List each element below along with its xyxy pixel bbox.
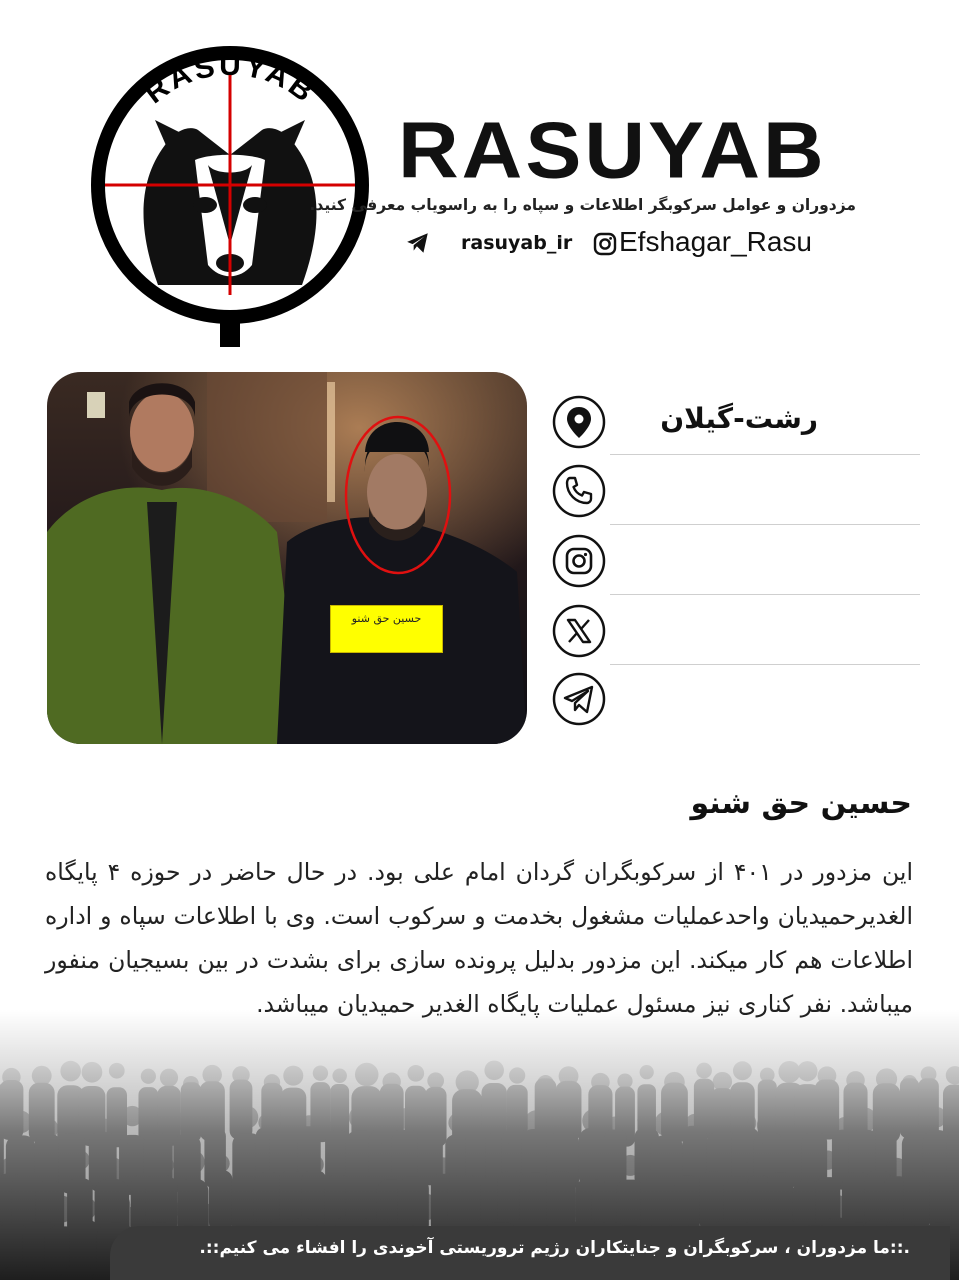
logo-ring-text: RASUYAB xyxy=(138,48,322,111)
divider xyxy=(610,524,920,525)
suspect-photo xyxy=(47,372,527,744)
rasuyab-logo xyxy=(80,35,380,355)
divider xyxy=(610,594,920,595)
phone-icon[interactable] xyxy=(552,464,606,518)
person-name: حسین حق شنو xyxy=(690,786,912,821)
social-handles xyxy=(405,226,855,260)
bio-text: این مزدور در ۴۰۱ از سرکوبگران گردان امام علی بود. در حال حاضر در حوزه ۴ پایگاه الغدیرحمیدیان واحدعملیات مشغول بخدمت و سرکوب است. وی با اطلاعات سپاه و اداره اطلاعات هم کار میکند. این مزدور بدلیل پرونده سازی برای بشدت در بین بسیجیان منفور میباشد. نفر کناری نیز مسئول عملیات پایگاه الغدیر حمیدیان میباشد. xyxy=(45,858,913,1018)
telegram-icon[interactable] xyxy=(552,672,606,726)
divider xyxy=(610,454,920,455)
divider xyxy=(610,664,920,665)
instagram-icon[interactable] xyxy=(552,534,606,588)
instagram-icon[interactable] xyxy=(593,232,617,256)
telegram-icon[interactable] xyxy=(405,230,431,256)
location-pin-icon xyxy=(552,395,606,449)
brand-title: RASUYAB xyxy=(398,105,827,195)
footer-slogan: .::ما مزدوران ، سرکوبگران و جنایتکاران رژیم تروریستی آخوندی را افشاء می کنیم::. xyxy=(199,1238,910,1258)
instagram-handle[interactable]: Efshagar_Rasu xyxy=(619,226,813,257)
telegram-handle[interactable]: rasuyab_ir xyxy=(461,232,573,254)
location-value: رشت-گیلان xyxy=(660,402,818,435)
x-twitter-icon[interactable] xyxy=(552,604,606,658)
photo-name-tag: حسین حق شنو xyxy=(330,605,443,653)
brand-tagline: مزدوران و عوامل سرکوبگر اطلاعات و سپاه را به راسویاب معرفی کنید. xyxy=(309,196,856,214)
